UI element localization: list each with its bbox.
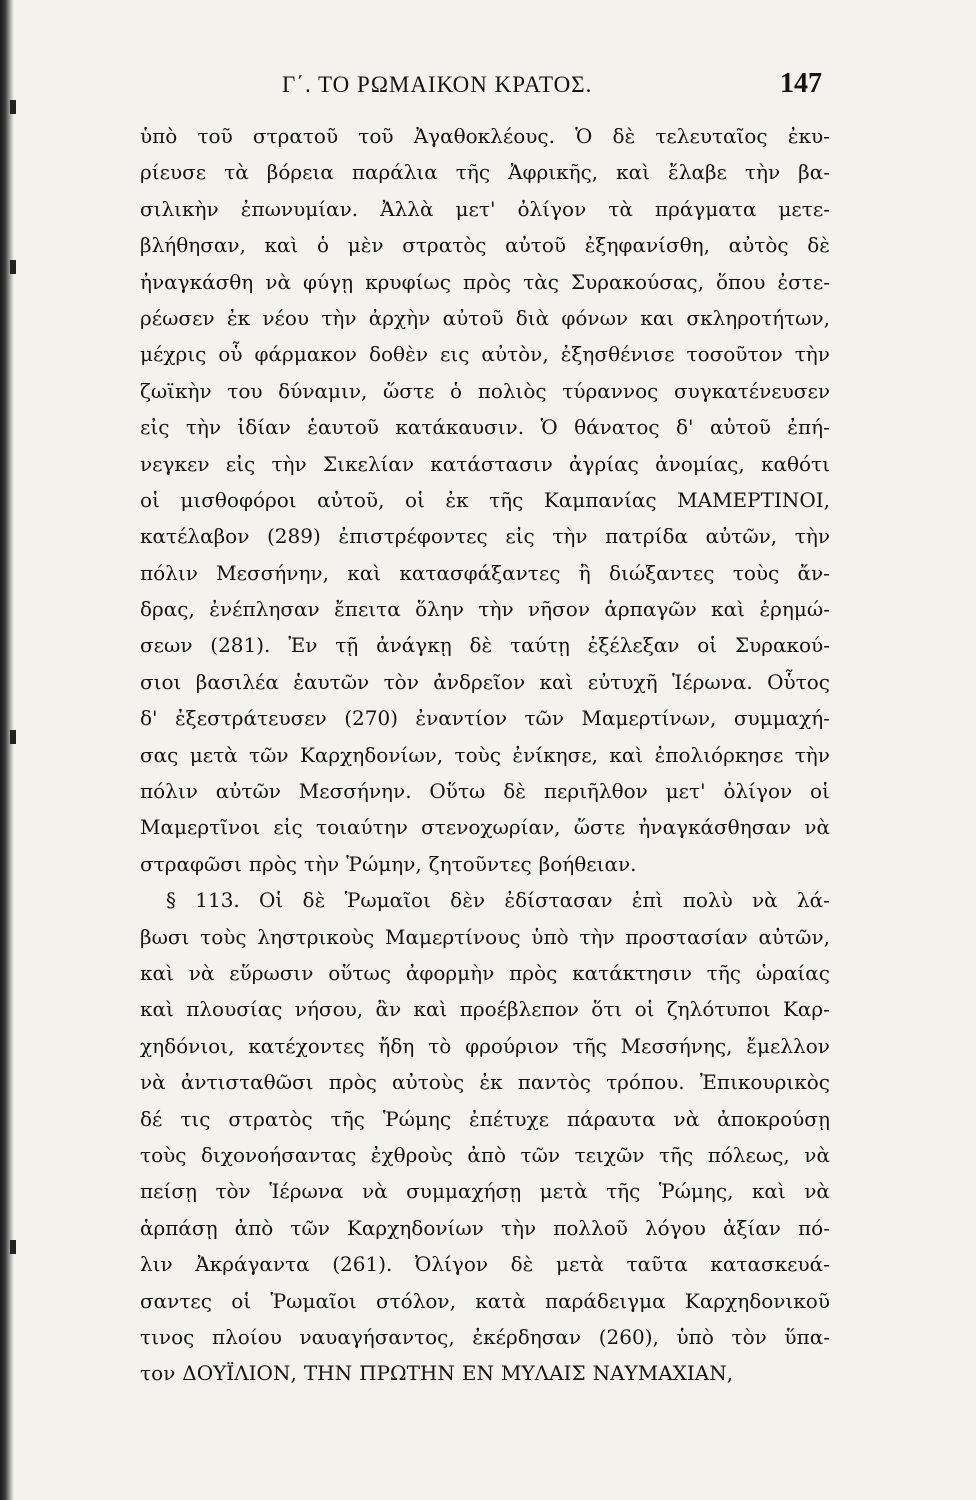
text-line: ἁρπάσῃ ἀπὸ τῶν Καρχηδονίων τὴν πολλοῦ λόγου ἀξίαν πό- [140, 1215, 830, 1240]
text-line: τοὺς διχονοήσαντας ἐχθροὺς ἀπὸ τῶν τειχῶν τῆς πόλεως, νὰ [140, 1142, 830, 1167]
text-line: δ' ἐξεστράτευσεν (270) ἐναντίον τῶν Μαμερτίνων, συμμαχή- [140, 706, 830, 731]
text-line: σιοι βασιλέα ἑαυτῶν τὸν ἀνδρεῖον καὶ εὐτυχῆ Ἱέρωνα. Οὗτος [140, 669, 830, 694]
margin-mark [10, 260, 16, 274]
text-line: οἱ μισθοφόροι αὐτοῦ, οἱ ἐκ τῆς Καμπανίας ΜΑΜΕΡΤΙΝΟΙ, [140, 487, 830, 512]
text-line: ζωϊκὴν του δύναμιν, ὥστε ὁ πολιὸς τύραννος συγκατένευσεν [140, 378, 830, 403]
text-line: βλήθησαν, καὶ ὁ μὲν στρατὸς αὐτοῦ ἐξηφανίσθη, αὐτὸς δὲ [140, 233, 830, 258]
text-line: Μαμερτῖνοι εἰς τοιαύτην στενοχωρίαν, ὥστε ἠναγκάσθησαν νὰ [140, 815, 830, 840]
margin-mark [10, 100, 16, 114]
text-line: τινος πλοίου ναυαγήσαντος, ἐκέρδησαν (260), ὑπὸ τὸν ὕπα- [140, 1324, 830, 1349]
page-binding-edge [0, 0, 14, 1500]
margin-mark [10, 730, 16, 744]
body-text [140, 118, 830, 1392]
text-line: σιλικὴν ἐπωνυμίαν. Ἀλλὰ μετ' ὀλίγον τὰ πράγματα μετε- [140, 196, 830, 221]
text-line: καὶ νὰ εὕρωσιν οὕτως ἀφορμὴν πρὸς κατάκτησιν τῆς ὡραίας [140, 960, 830, 985]
text-line: σας μετὰ τῶν Καρχηδονίων, τοὺς ἐνίκησε, καὶ ἐπολιόρκησε τὴν [140, 742, 830, 767]
text-line: στραφῶσι πρὸς τὴν Ῥώμην, ζητοῦντες βοήθειαν. [140, 851, 637, 876]
text-line: μέχρις οὗ φάρμακον δοθὲν εις αὐτὸν, ἐξησθένισε τοσοῦτον τὴν [140, 342, 830, 367]
text-line: ρέωσεν ἐκ νέου τὴν ἀρχὴν αὐτοῦ διὰ φόνων και σκληροτήτων, [140, 305, 830, 330]
text-line: καὶ πλουσίας νήσου, ἂν καὶ προέβλεπον ὅτι οἱ ζηλότυποι Καρ- [140, 997, 830, 1022]
text-line: σαντες οἱ Ῥωμαῖοι στόλον, κατὰ παράδειγμα Καρχηδονικοῦ [140, 1288, 830, 1313]
text-line: πόλιν αὐτῶν Μεσσήνην. Οὕτω δὲ περιῆλθον μετ' ὀλίγον οἱ [140, 779, 830, 804]
text-line: ρίευσε τὰ βόρεια παράλια τῆς Ἀφρικῆς, καὶ ἔλαβε τὴν βα- [140, 160, 830, 185]
page-number: 147 [780, 68, 822, 99]
text-line: νεγκεν εἰς τὴν Σικελίαν κατάστασιν ἀγρίας ἀνομίας, καθότι [140, 451, 830, 476]
text-line: τον ΔΟΥΪΛΙΟΝ, ΤΗΝ ΠΡΩΤΗΝ ΕΝ ΜΥΛΑΙΣ ΝΑΥΜΑΧΙΑΝ, [140, 1361, 734, 1386]
text-line: πόλιν Μεσσήνην, καὶ κατασφάξαντες ἢ διώξαντες τοὺς ἄν- [140, 560, 830, 585]
text-line: ὑπὸ τοῦ στρατοῦ τοῦ Ἀγαθοκλέους. Ὁ δὲ τελευταῖος ἐκυ- [140, 124, 830, 148]
margin-mark [10, 1240, 16, 1254]
text-line: νὰ ἀντισταθῶσι πρὸς αὐτοὺς ἐκ παντὸς τρόπου. Ἐπικουρικὸς [140, 1070, 830, 1095]
text-line: χηδόνιοι, κατέχοντες ἤδη τὸ φρούριον τῆς Μεσσήνης, ἔμελλον [140, 1033, 830, 1058]
text-line: δρας, ἐνέπλησαν ἔπειτα ὅλην τὴν νῆσον ἁρπαγῶν καὶ ἐρημώ- [140, 597, 830, 622]
page-header [142, 68, 822, 108]
text-line: δέ τις στρατὸς τῆς Ῥώμης ἐπέτυχε πάραυτα νὰ ἀποκρούσῃ [140, 1106, 830, 1131]
text-line: ἠναγκάσθη νὰ φύγῃ κρυφίως πρὸς τὰς Συρακούσας, ὅπου ἐστε- [140, 269, 830, 294]
text-line: εἰς τὴν ἰδίαν ἑαυτοῦ κατάκαυσιν. Ὁ θάνατος δ' αὐτοῦ ἐπή- [140, 415, 830, 440]
text-line: λιν Ἀκράγαντα (261). Ὀλίγον δὲ μετὰ ταῦτα κατασκευά- [140, 1252, 830, 1277]
text-line: κατέλαβον (289) ἐπιστρέφοντες εἰς τὴν πατρίδα αὐτῶν, τὴν [140, 524, 830, 549]
text-line: βωσι τοὺς ληστρικοὺς Μαμερτίνους ὑπὸ τὴν προστασίαν αὐτῶν, [140, 924, 830, 949]
text-line: § 113. Οἱ δὲ Ῥωμαῖοι δὲν ἐδίστασαν ἐπὶ πολὺ νὰ λά- [166, 888, 830, 913]
running-head: Γ΄. ΤΟ ΡΩΜΑΙΚΟΝ ΚΡΑΤΟΣ. [282, 72, 593, 97]
text-line: πείσῃ τὸν Ἱέρωνα νὰ συμμαχήσῃ μετὰ τῆς Ῥώμης, καὶ νὰ [140, 1179, 830, 1204]
text-line: σεων (281). Ἐν τῇ ἀνάγκῃ δὲ ταύτῃ ἐξέλεξαν οἱ Συρακού- [140, 633, 830, 658]
